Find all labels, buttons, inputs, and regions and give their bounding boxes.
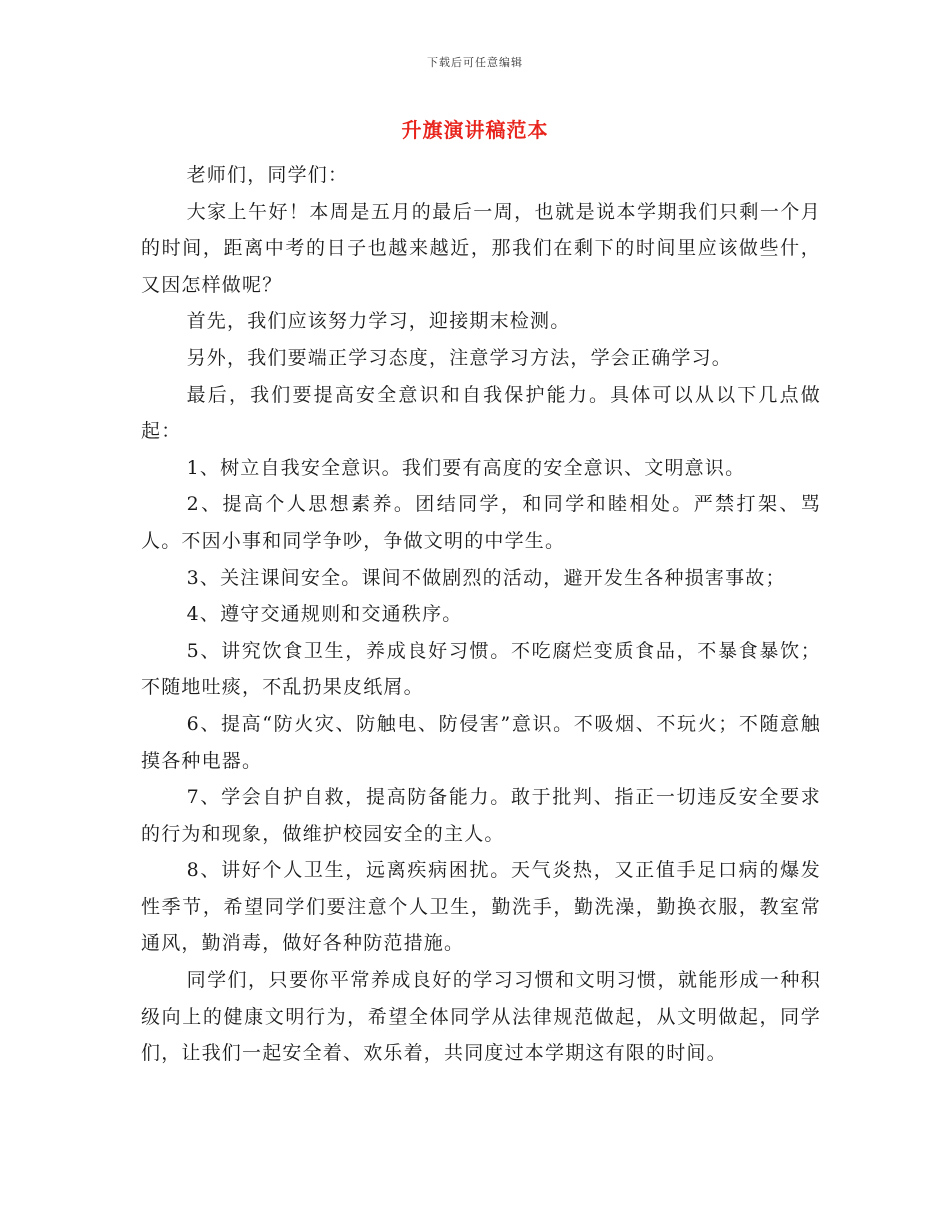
list-item: 1、树立自我安全意识。我们要有高度的安全意识、文明意识。 <box>186 456 746 479</box>
paragraph: 最后，我们要提高安全意识和自我保护能力。具体可以从以下几点做起： <box>141 383 821 443</box>
header-note: 下载后可任意编辑 <box>427 56 523 69</box>
list-item: 6、提高“防火灾、防触电、防侵害”意识。不吸烟、不玩火；不随意触摸各种电器。 <box>141 712 821 772</box>
paragraph-greeting: 老师们，同学们： <box>186 164 349 186</box>
document-body <box>141 157 821 1072</box>
list-item: 5、讲究饮食卫生，养成良好习惯。不吃腐烂变质食品，不暴食暴饮；不随地吐痰，不乱扔果皮纸屑。 <box>141 639 821 699</box>
list-item: 4、遵守交通规则和交通秩序。 <box>186 603 463 626</box>
document-title: 升旗演讲稿范本 <box>401 118 549 142</box>
paragraph: 首先，我们应该努力学习，迎接期末检测。 <box>186 310 571 333</box>
list-item: 8、讲好个人卫生，远离疾病困扰。天气炎热，又正值手足口病的爆发性季节，希望同学们要注意个人卫生，勤洗手，勤洗澡，勤换衣服，教室常通风，勤消毒，做好各种防范措施。 <box>141 859 821 955</box>
list-item: 3、关注课间安全。课间不做剧烈的活动，避开发生各种损害事故； <box>186 566 786 589</box>
list-item: 2、提高个人思想素养。团结同学，和同学和睦相处。严禁打架、骂人。不因小事和同学争吵，争做文明的中学生。 <box>141 493 821 552</box>
paragraph-closing: 同学们，只要你平常养成良好的学习习惯和文明习惯，就能形成一种积级向上的健康文明行为，希望全体同学从法律规范做起，从文明做起，同学们，让我们一起安全着、欢乐着，共同度过本学期这有限的时间。 <box>141 969 821 1065</box>
list-item: 7、学会自护自救，提高防备能力。敢于批判、指正一切违反安全要求的行为和现象，做维护校园安全的主人。 <box>141 786 821 845</box>
paragraph: 大家上午好！本周是五月的最后一周，也就是说本学期我们只剩一个月的时间，距离中考的日子也越来越近，那我们在剩下的时间里应该做些什，又因怎样做呢？ <box>141 200 821 296</box>
paragraph: 另外，我们要端正学习态度，注意学习方法，学会正确学习。 <box>186 346 732 369</box>
